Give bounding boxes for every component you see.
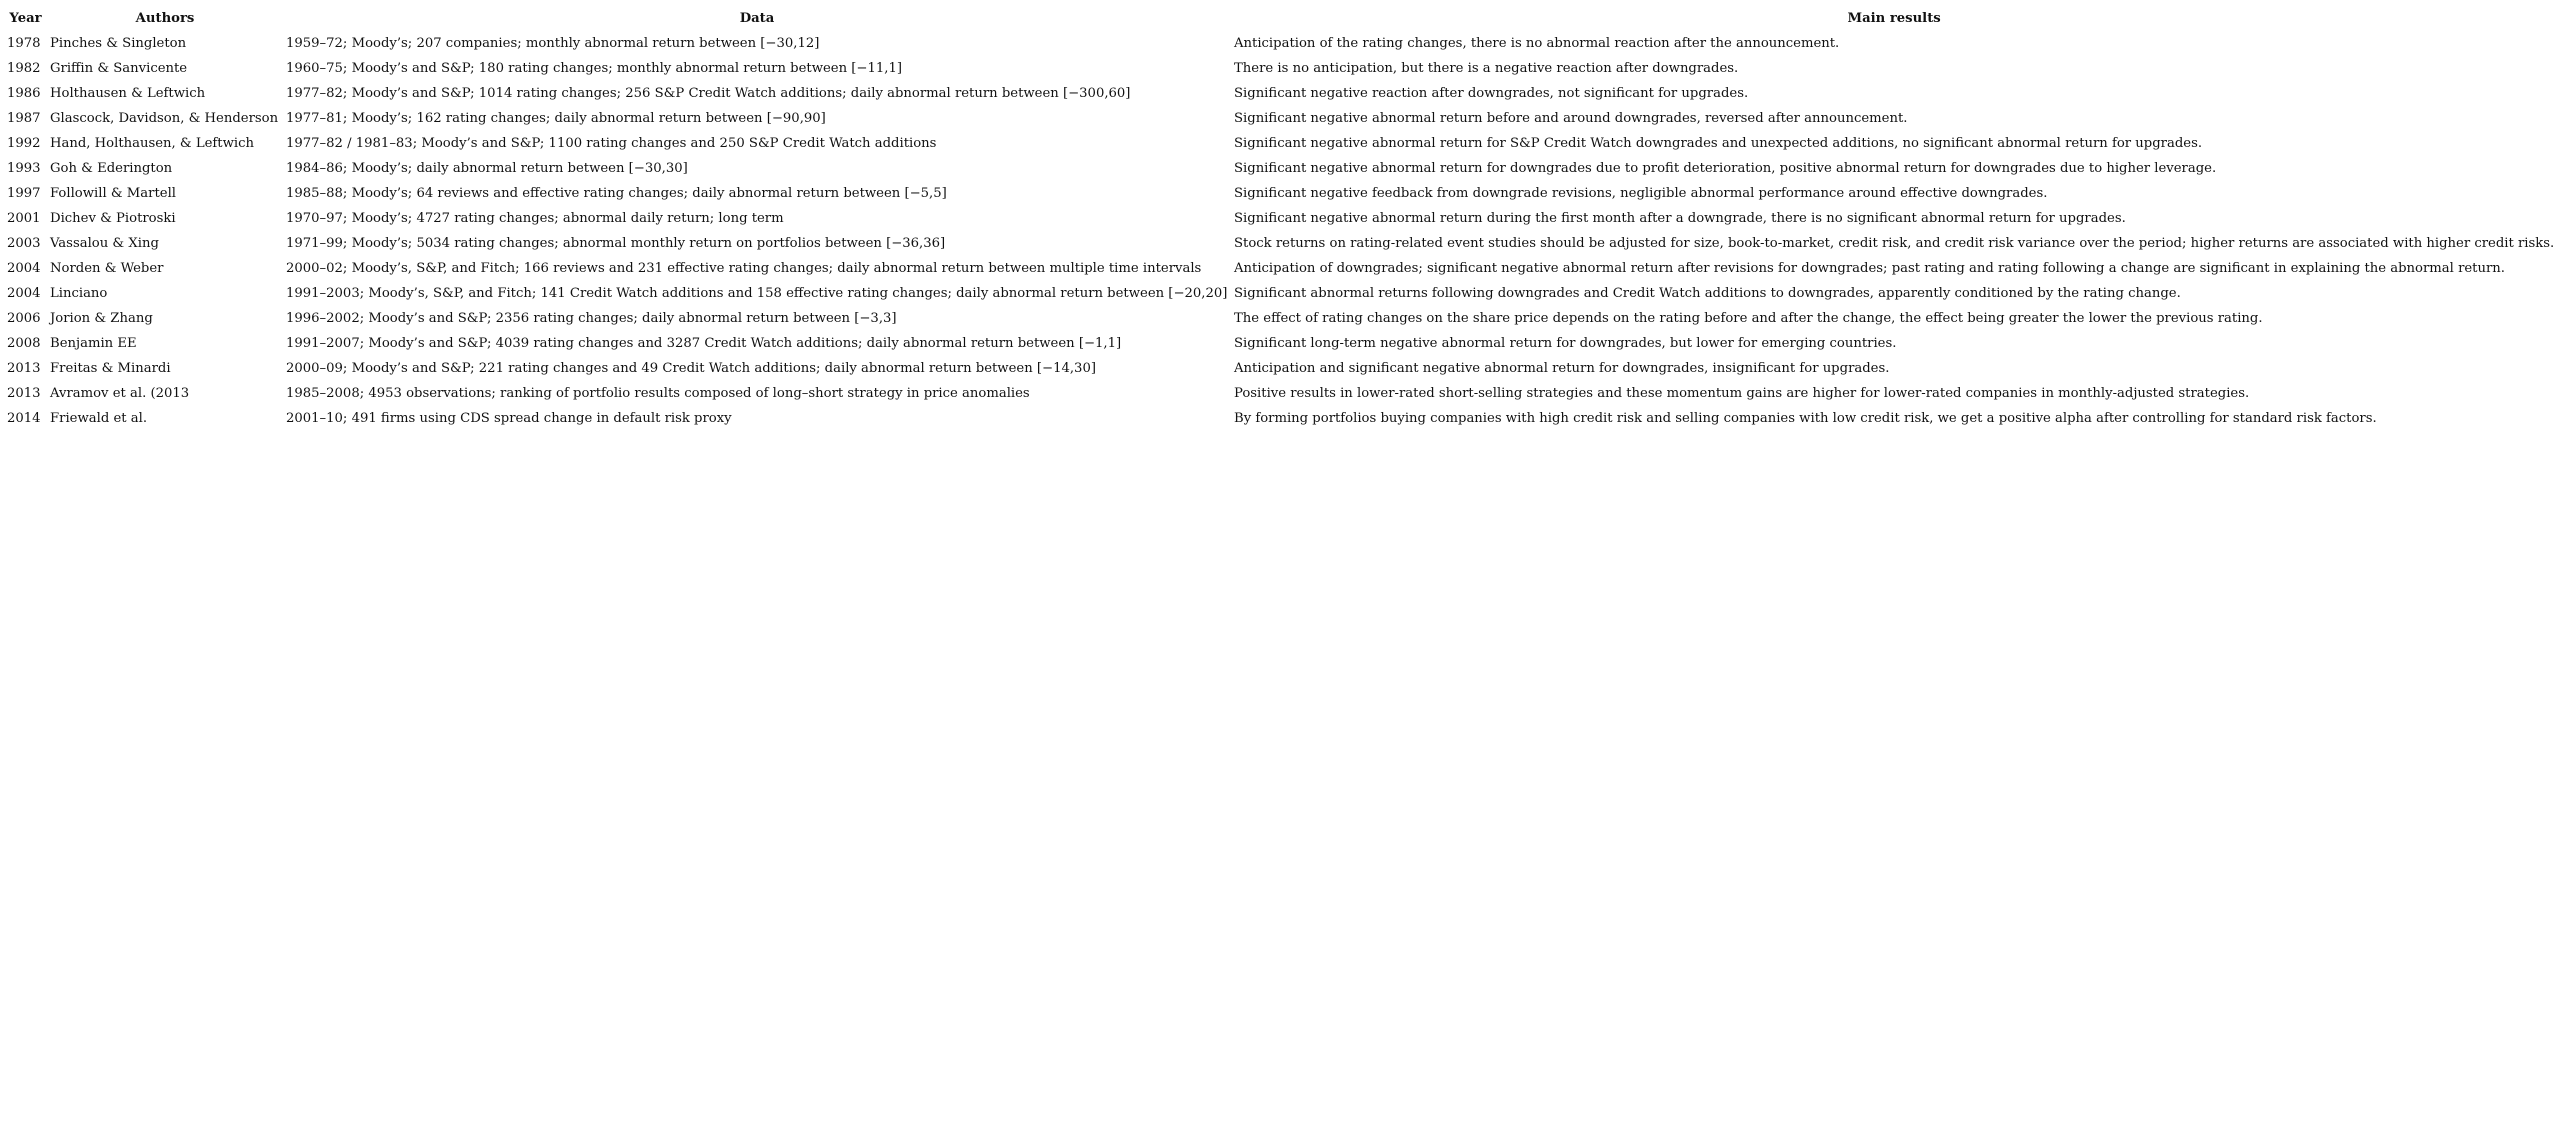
authors-cell: Jorion & Zhang — [50, 311, 153, 326]
table-row — [4, 106, 2557, 131]
table-row — [4, 406, 2557, 431]
data-cell: 1996–2002; Moody’s and S&P; 2356 rating changes; daily abnormal return between [−3,3] — [286, 311, 897, 326]
authors-cell: Pinches & Singleton — [50, 36, 187, 51]
year-cell: 2001 — [7, 211, 41, 226]
year-cell: 2014 — [7, 411, 41, 426]
table-row — [4, 31, 2557, 56]
year-cell: 2006 — [7, 311, 41, 326]
data-cell: 1984–86; Moody’s; daily abnormal return between [−30,30] — [286, 161, 688, 176]
results-cell: Significant abnormal returns following downgrades and Credit Watch additions to downgrades, apparently conditioned by the rating change. — [1234, 286, 2181, 301]
year-cell: 1993 — [7, 161, 41, 176]
data-cell: 1977–82 / 1981–83; Moody’s and S&P; 1100 rating changes and 250 S&P Credit Watch additions — [286, 136, 937, 151]
data-cell: 1985–88; Moody’s; 64 reviews and effective rating changes; daily abnormal return between [−5,5] — [286, 186, 947, 201]
results-cell: Anticipation of downgrades; significant negative abnormal return after revisions for downgrades; past rating and rating following a change are significant in explaining the abnormal return. — [1234, 261, 2505, 276]
data-cell: 1971–99; Moody’s; 5034 rating changes; abnormal monthly return on portfolios between [−36,36] — [286, 236, 946, 251]
year-cell: 1997 — [7, 186, 41, 201]
year-cell: 2004 — [7, 261, 41, 276]
authors-cell: Norden & Weber — [50, 261, 164, 276]
data-cell: 2000–02; Moody’s, S&P, and Fitch; 166 reviews and 231 effective rating changes; daily abnormal return between multiple time intervals — [286, 261, 1202, 276]
results-cell: Stock returns on rating-related event studies should be adjusted for size, book-to-market, credit risk, and credit risk variance over the period; higher returns are associated with higher credit risks. — [1234, 236, 2555, 251]
authors-header: Authors — [135, 11, 195, 26]
year-cell: 1986 — [7, 86, 41, 101]
authors-cell: Goh & Ederington — [50, 161, 173, 176]
results-cell: The effect of rating changes on the share price depends on the rating before and after the change, the effect being greater the lower the previous rating. — [1234, 311, 2263, 326]
authors-cell: Dichev & Piotroski — [50, 211, 176, 226]
year-cell: 2013 — [7, 386, 41, 401]
year-cell: 1987 — [7, 111, 41, 126]
year-cell: 1978 — [7, 36, 41, 51]
table-row — [4, 156, 2557, 181]
data-cell: 1991–2007; Moody’s and S&P; 4039 rating changes and 3287 Credit Watch additions; daily abnormal return between [−1,1] — [286, 336, 1122, 351]
results-header: Main results — [1847, 11, 1941, 26]
table-row — [4, 206, 2557, 231]
results-cell: By forming portfolios buying companies with high credit risk and selling companies with low credit risk, we get a positive alpha after controlling for standard risk factors. — [1234, 411, 2377, 426]
table-body — [4, 31, 2557, 431]
header-row — [4, 7, 2557, 31]
table-row — [4, 381, 2557, 406]
results-cell: Positive results in lower-rated short-selling strategies and these momentum gains are higher for lower-rated companies in monthly-adjusted strategies. — [1234, 386, 2250, 401]
results-cell: Anticipation and significant negative abnormal return for downgrades, insignificant for upgrades. — [1234, 361, 1890, 376]
authors-cell: Hand, Holthausen, & Leftwich — [50, 136, 254, 151]
data-cell: 1991–2003; Moody’s, S&P, and Fitch; 141 Credit Watch additions and 158 effective rating changes; daily abnormal return between [−20,20] — [286, 286, 1228, 301]
table-row — [4, 281, 2557, 306]
results-cell: Significant negative abnormal return for downgrades due to profit deterioration, positive abnormal return for downgrades due to higher leverage. — [1234, 161, 2217, 176]
data-header: Data — [739, 11, 775, 26]
year-header: Year — [9, 11, 42, 26]
data-cell: 1977–82; Moody’s and S&P; 1014 rating changes; 256 S&P Credit Watch additions; daily abnormal return between [−300,60] — [286, 86, 1131, 101]
year-cell: 1982 — [7, 61, 41, 76]
table-row — [4, 306, 2557, 331]
table-row — [4, 56, 2557, 81]
authors-cell: Linciano — [50, 286, 108, 301]
year-cell: 2003 — [7, 236, 41, 251]
table-row — [4, 81, 2557, 106]
results-cell: Significant negative abnormal return before and around downgrades, reversed after announcement. — [1234, 111, 1908, 126]
data-cell: 2001–10; 491 firms using CDS spread change in default risk proxy — [286, 411, 732, 426]
authors-cell: Friewald et al. — [50, 411, 148, 426]
data-cell: 1960–75; Moody’s and S&P; 180 rating changes; monthly abnormal return between [−11,1] — [286, 61, 902, 76]
table-row — [4, 256, 2557, 281]
results-cell: Significant negative feedback from downgrade revisions, negligible abnormal performance around effective downgrades. — [1234, 186, 2048, 201]
authors-cell: Griffin & Sanvicente — [50, 61, 188, 76]
authors-cell: Glascock, Davidson, & Henderson — [50, 111, 279, 126]
results-cell: Significant negative reaction after downgrades, not significant for upgrades. — [1234, 86, 1749, 101]
table-row — [4, 331, 2557, 356]
data-cell: 1959–72; Moody’s; 207 companies; monthly abnormal return between [−30,12] — [286, 36, 820, 51]
results-cell: Significant long-term negative abnormal return for downgrades, but lower for emerging countries. — [1234, 336, 1897, 351]
year-cell: 1992 — [7, 136, 41, 151]
authors-cell: Benjamin EE — [50, 336, 137, 351]
results-cell: Significant negative abnormal return during the first month after a downgrade, there is no significant abnormal return for upgrades. — [1234, 211, 2126, 226]
year-cell: 2013 — [7, 361, 41, 376]
authors-cell: Vassalou & Xing — [50, 236, 159, 251]
year-cell: 2004 — [7, 286, 41, 301]
table-row — [4, 231, 2557, 256]
data-cell: 1977–81; Moody’s; 162 rating changes; daily abnormal return between [−90,90] — [286, 111, 826, 126]
table-row — [4, 181, 2557, 206]
authors-cell: Freitas & Minardi — [50, 361, 171, 376]
table-row — [4, 131, 2557, 156]
authors-cell: Avramov et al. (2013 — [50, 386, 190, 401]
table-row — [4, 356, 2557, 381]
results-cell: There is no anticipation, but there is a negative reaction after downgrades. — [1234, 61, 1739, 76]
data-cell: 1985–2008; 4953 observations; ranking of portfolio results composed of long–short strategy in price anomalies — [286, 386, 1030, 401]
literature-table — [4, 7, 2557, 431]
results-cell: Significant negative abnormal return for S&P Credit Watch downgrades and unexpected additions, no significant abnormal return for upgrades. — [1234, 136, 2203, 151]
authors-cell: Holthausen & Leftwich — [50, 86, 206, 101]
authors-cell: Followill & Martell — [50, 186, 177, 201]
data-cell: 2000–09; Moody’s and S&P; 221 rating changes and 49 Credit Watch additions; daily abnormal return between [−14,30] — [286, 361, 1096, 376]
results-cell: Anticipation of the rating changes, there is no abnormal reaction after the announcement. — [1234, 36, 1840, 51]
year-cell: 2008 — [7, 336, 41, 351]
data-cell: 1970–97; Moody’s; 4727 rating changes; abnormal daily return; long term — [286, 211, 784, 226]
